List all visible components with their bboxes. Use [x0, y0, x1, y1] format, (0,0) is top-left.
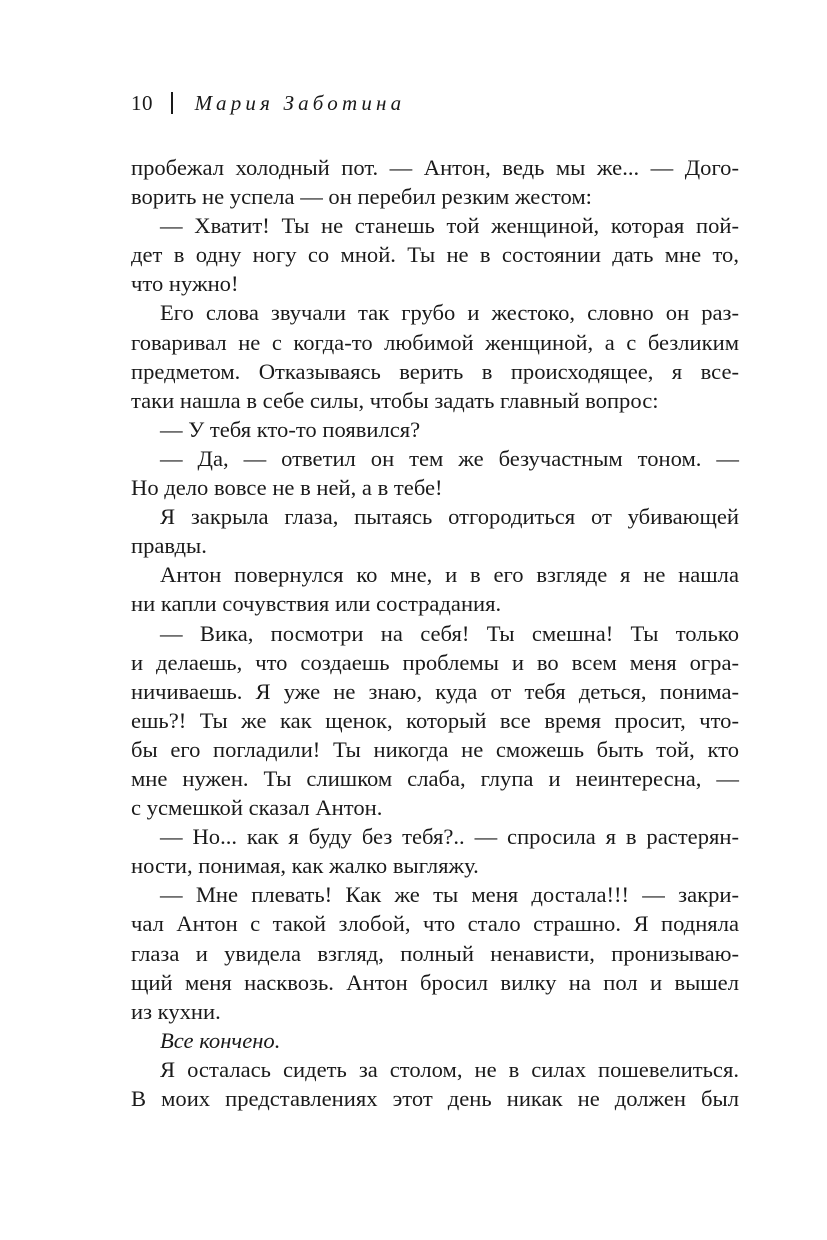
text-line: Его слова звучали так грубо и жестоко, словно он раз-	[160, 300, 739, 326]
text-line: — Да, — ответил он тем же безучастным тоном. —	[160, 445, 739, 471]
paragraph	[131, 560, 739, 618]
text-line: ни капли сочувствия или сострадания.	[131, 591, 502, 617]
text-line: пробежал холодный пот. — Антон, ведь мы же... — Дого-	[131, 155, 739, 180]
body-text	[131, 153, 739, 1113]
text-line: дет в одну ногу со мной. Ты не в состоянии дать мне то,	[131, 242, 739, 268]
text-line: — Вика, посмотри на себя! Ты смешна! Ты только	[160, 620, 739, 646]
paragraph	[131, 444, 739, 502]
text-line: правды.	[131, 533, 207, 559]
text-line: Антон повернулся ко мне, и в его взгляде я не нашла	[160, 562, 739, 588]
text-line: чал Антон с такой злобой, что стало страшно. Я подняла	[131, 911, 739, 937]
paragraph	[131, 1026, 739, 1055]
paragraph	[131, 619, 739, 823]
author-name: Мария Заботина	[194, 90, 406, 115]
paragraph	[131, 880, 739, 1025]
text-line: с усмешкой сказал Антон.	[131, 795, 383, 821]
text-line: — Хватит! Ты не станешь той женщиной, которая пой-	[160, 213, 739, 239]
running-header	[131, 88, 405, 118]
text-line: и делаешь, что создаешь проблемы и во всем меня огра-	[131, 649, 739, 675]
paragraph	[131, 298, 739, 414]
paragraph	[131, 502, 739, 560]
text-line: Я осталась сидеть за столом, не в силах пошевелиться.	[160, 1056, 739, 1082]
paragraph	[131, 415, 739, 444]
text-line: ворить не успела — он перебил резким жестом:	[131, 184, 592, 210]
text-line: В моих представлениях этот день никак не должен был	[131, 1086, 739, 1111]
text-line: таки нашла в себе силы, чтобы задать главный вопрос:	[131, 387, 659, 413]
text-line: ничиваешь. Я уже не знаю, куда от тебя деться, понима-	[131, 678, 739, 704]
text-line: Я закрыла глаза, пытаясь отгородиться от убивающей	[160, 504, 739, 530]
paragraph	[131, 822, 739, 880]
text-line: — Но... как я буду без тебя?.. — спросила я в растерян-	[160, 824, 739, 850]
text-line: — У тебя кто-то появился?	[160, 416, 421, 442]
text-line: глаза и увидела взгляд, полный ненависти, пронизываю-	[131, 940, 739, 966]
text-line: Но дело вовсе не в ней, а в тебе!	[131, 475, 443, 501]
text-line: из кухни.	[131, 998, 221, 1024]
text-line: Все кончено.	[160, 1027, 281, 1053]
paragraph	[131, 211, 739, 298]
text-line: ешь?! Ты же как щенок, который все время просит, что-	[131, 707, 739, 733]
text-line: что нужно!	[131, 271, 239, 297]
text-line: говаривал не с когда-то любимой женщиной, а с безликим	[131, 329, 739, 355]
paragraph	[131, 153, 739, 211]
text-line: мне нужен. Ты слишком слаба, глупа и неинтересна, —	[131, 765, 739, 791]
page-number: 10	[131, 90, 153, 115]
text-line: предметом. Отказываясь верить в происходящее, я все-	[131, 358, 739, 384]
header-divider	[171, 92, 173, 114]
text-line: ности, понимая, как жалко выгляжу.	[131, 853, 479, 879]
paragraph	[131, 1055, 739, 1113]
text-line: бы его погладили! Ты никогда не сможешь быть той, кто	[131, 736, 739, 762]
text-line: — Мне плевать! Как же ты меня достала!!! — закри-	[160, 882, 739, 908]
text-line: щий меня насквозь. Антон бросил вилку на пол и вышел	[131, 969, 739, 995]
